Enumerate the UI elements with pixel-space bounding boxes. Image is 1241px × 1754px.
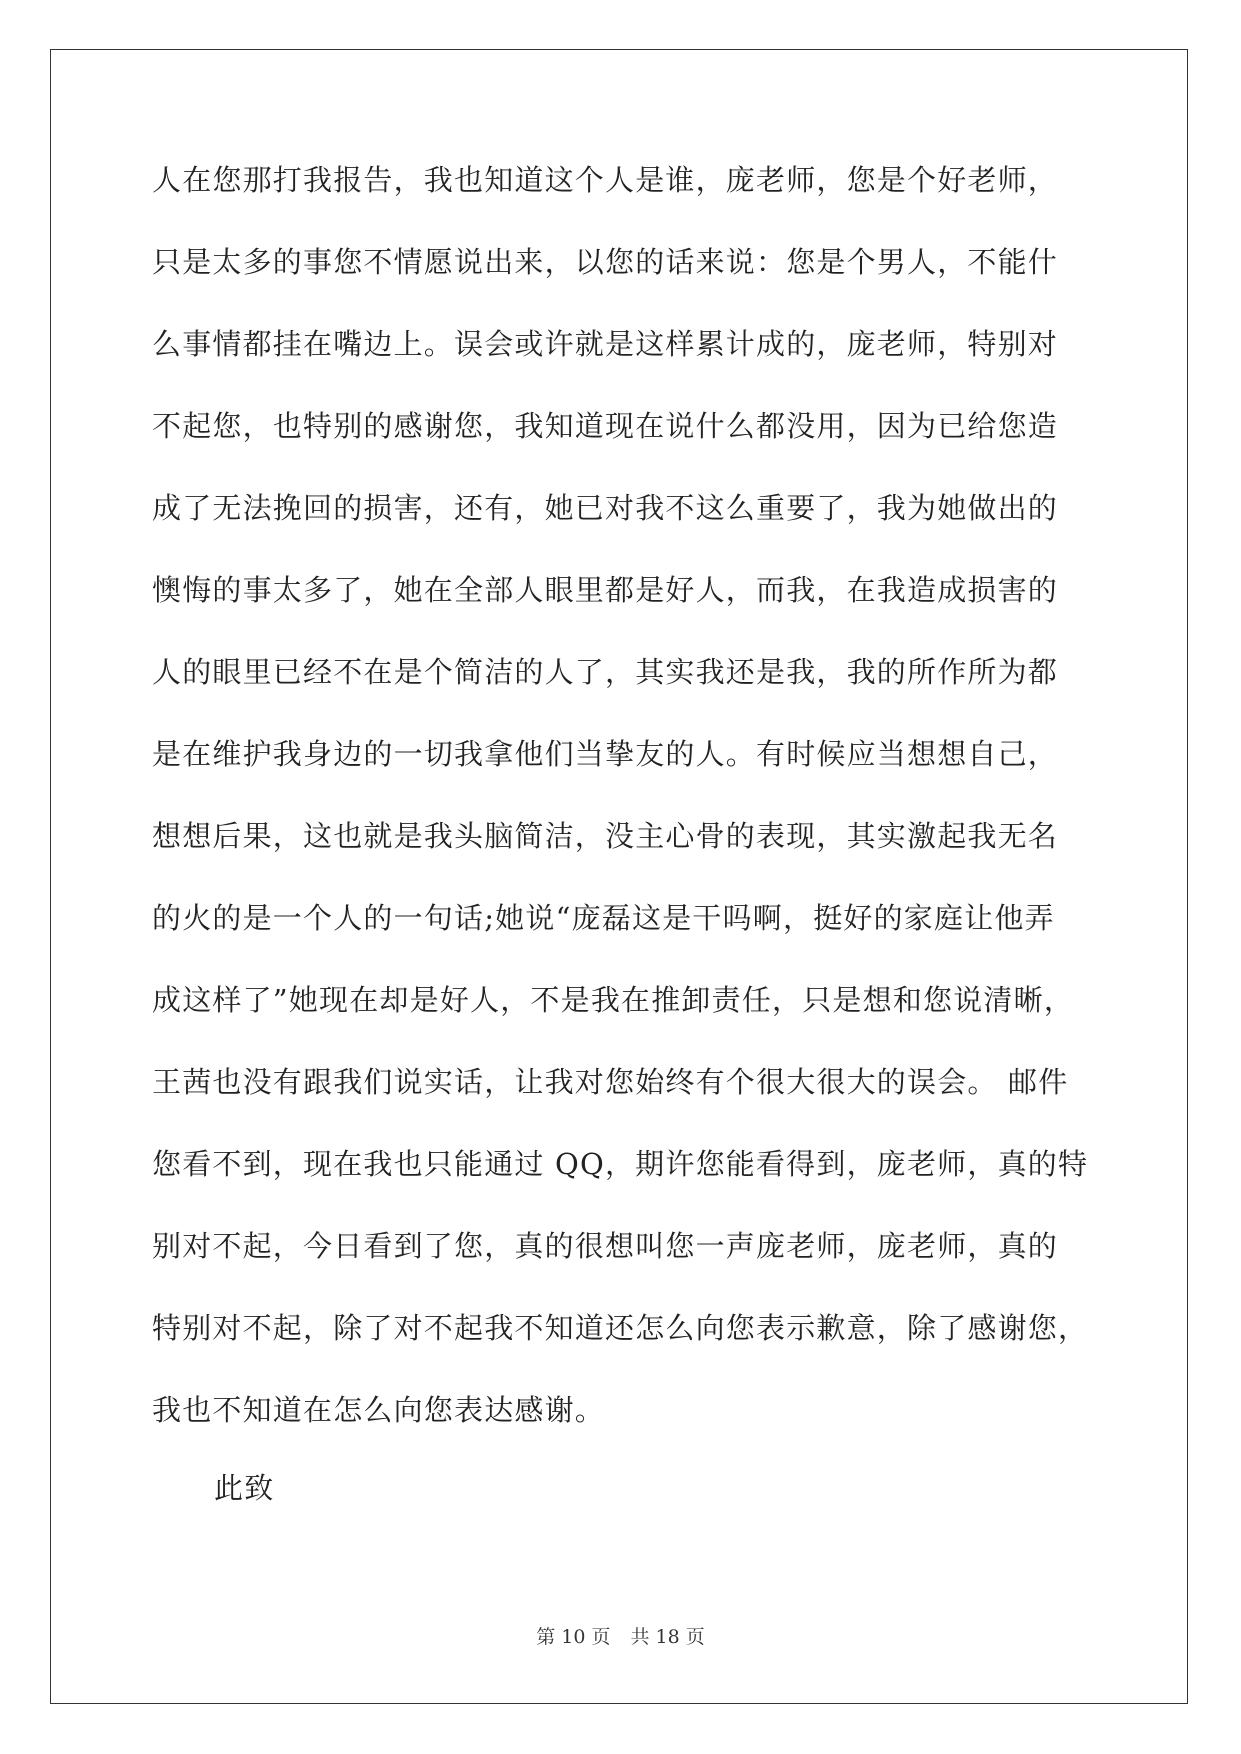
closing-salutation: 此致 [214, 1471, 275, 1505]
body-line: 人的眼里已经不在是个简洁的人了，其实我还是我，我的所作所为都 [152, 655, 1059, 689]
body-line: 特别对不起，除了对不起我不知道还怎么向您表示歉意，除了感谢您， [152, 1311, 1089, 1345]
body-line: 不起您，也特别的感谢您，我知道现在说什么都没用，因为已给您造 [152, 409, 1059, 443]
body-line: 别对不起，今日看到了您，真的很想叫您一声庞老师，庞老师，真的 [152, 1229, 1059, 1263]
page-footer [0, 1622, 1241, 1649]
body-line: 成这样了”她现在却是好人，不是我在推卸责任，只是想和您说清晰， [152, 983, 1075, 1017]
body-line: 王茜也没有跟我们说实话，让我对您始终有个很大很大的误会。 邮件 [152, 1065, 1069, 1099]
body-line: 想想后果，这也就是我头脑简洁，没主心骨的表现，其实激起我无名 [152, 819, 1059, 853]
body-line: 么事情都挂在嘴边上。误会或许就是这样累计成的，庞老师，特别对 [152, 327, 1059, 361]
body-line: 人在您那打我报告，我也知道这个人是谁，庞老师，您是个好老师， [152, 163, 1059, 197]
body-line: 只是太多的事您不情愿说出来，以您的话来说：您是个男人，不能什 [152, 245, 1059, 279]
body-line: 我也不知道在怎么向您表达感谢。 [152, 1393, 606, 1427]
page-number: 第 10 页 [536, 1626, 611, 1648]
body-line: 懊悔的事太多了，她在全部人眼里都是好人，而我，在我造成损害的 [152, 573, 1059, 607]
page-total: 共 18 页 [630, 1626, 705, 1648]
page-border [50, 49, 1188, 1704]
body-line: 成了无法挽回的损害，还有，她已对我不这么重要了，我为她做出的 [152, 491, 1059, 525]
body-line: 是在维护我身边的一切我拿他们当挚友的人。有时候应当想想自己， [152, 737, 1059, 771]
body-line: 的火的是一个人的一句话;她说“庞磊这是干吗啊，挺好的家庭让他弄 [152, 901, 1055, 935]
body-line: 您看不到，现在我也只能通过 QQ，期许您能看得到，庞老师，真的特 [152, 1147, 1089, 1181]
